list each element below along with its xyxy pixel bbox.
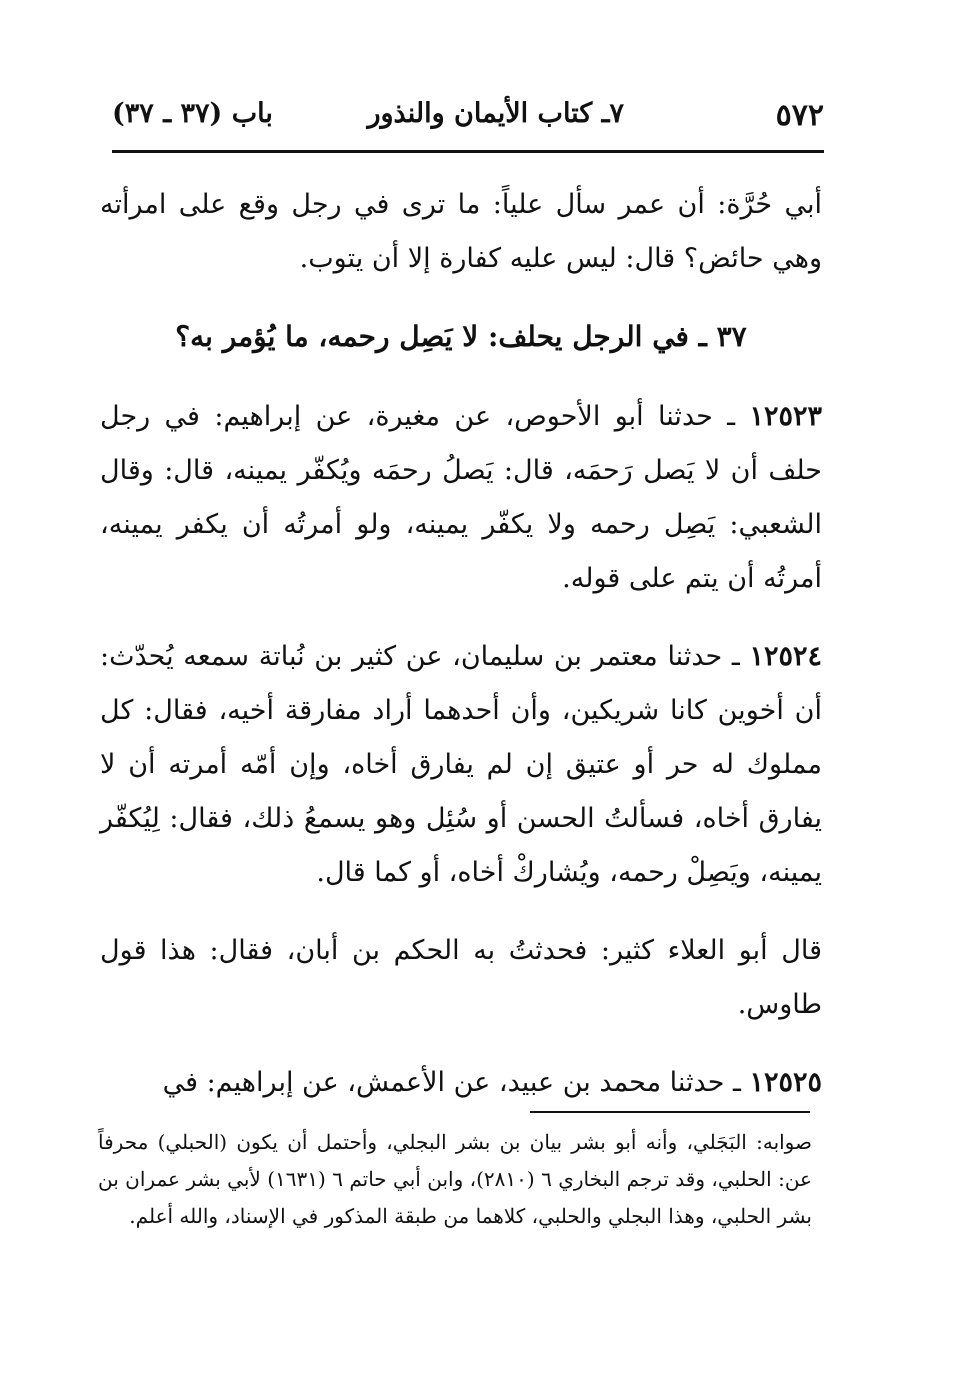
book-title: ٧ـ كتاب الأيمان والنذور [367, 98, 624, 129]
hadith-text: ـ حدثنا محمد بن عبيد، عن الأعمش، عن إبراهيم: في [162, 1067, 750, 1098]
hadith-number: ١٢٥٢٥ [749, 1067, 822, 1098]
hadith-text: ـ حدثنا معتمر بن سليمان، عن كثير بن نُباتة سمعه يُحدّث: أن أخوين كانا شريكين، وأن أحدهما أراد مفارقة أخيه، فقال: كل مملوك له حر أو عتيق إن لم يفارق أخاه، وإن أمّه أمرته أن لا يفارق أخاه، فسألتُ الحسن أو سُئِل وهو يسمعُ ذلك، فقال: لِيُكفّر يمينه، ويَصِلْ رحمه، ويُشاركْ أخاه، أو كما قال. [100, 641, 822, 888]
section-range: باب (٣٧ ـ ٣٧) [112, 98, 273, 129]
footnote-rule [530, 1111, 810, 1113]
hadith-text: ـ حدثنا أبو الأحوص، عن مغيرة، عن إبراهيم: في رجل حلف أن لا يَصل رَحمَه، قال: يَصلُ رحمَه ويُكفّر يمينه، قال: وقال الشعبي: يَصِل رحمه ولا يكفّر يمينه، ولو أمرتُه أن يكفر يمينه، أمرتُه أن يتم على قوله. [100, 401, 822, 594]
header-rule [112, 150, 824, 153]
chapter-heading: ٣٧ ـ في الرجل يحلف: لا يَصِل رحمه، ما يُؤمر به؟ [175, 320, 747, 353]
page-number: ٥٧٢ [775, 98, 824, 133]
hadith-paragraph [100, 390, 822, 606]
continuation-paragraph: أبي حُرَّة: أن عمر سأل علياً: ما ترى في رجل وقع على امرأته وهي حائض؟ قال: ليس عليه كفارة إلا أن يتوب. [100, 189, 822, 274]
footnote: صوابه: البَجَلي، وأنه أبو بشر بيان بن بشر البجلي، وأحتمل أن يكون (الحبلي) محرفاً عن: الحلبي، وقد ترجم البخاري ٦ (٢٨١٠)، وابن أبي حاتم ٦ (١٦٣١) لأبي بشر عمران بن بشر الحلبي، وهذا البجلي والحلبي، كلاهما من طبقة المذكور في الإسناد، والله أعلم. [98, 1130, 812, 1228]
hadith-paragraph [100, 630, 822, 900]
running-header [112, 92, 824, 142]
hadith-number: ١٢٥٢٤ [749, 641, 822, 672]
note-paragraph: قال أبو العلاء كثير: فحدثتُ به الحكم بن أبان، فقال: هذا قول طاوس. [100, 935, 822, 1020]
main-text [100, 178, 822, 1134]
hadith-paragraph [100, 1056, 822, 1110]
hadith-number: ١٢٥٢٣ [749, 401, 822, 432]
